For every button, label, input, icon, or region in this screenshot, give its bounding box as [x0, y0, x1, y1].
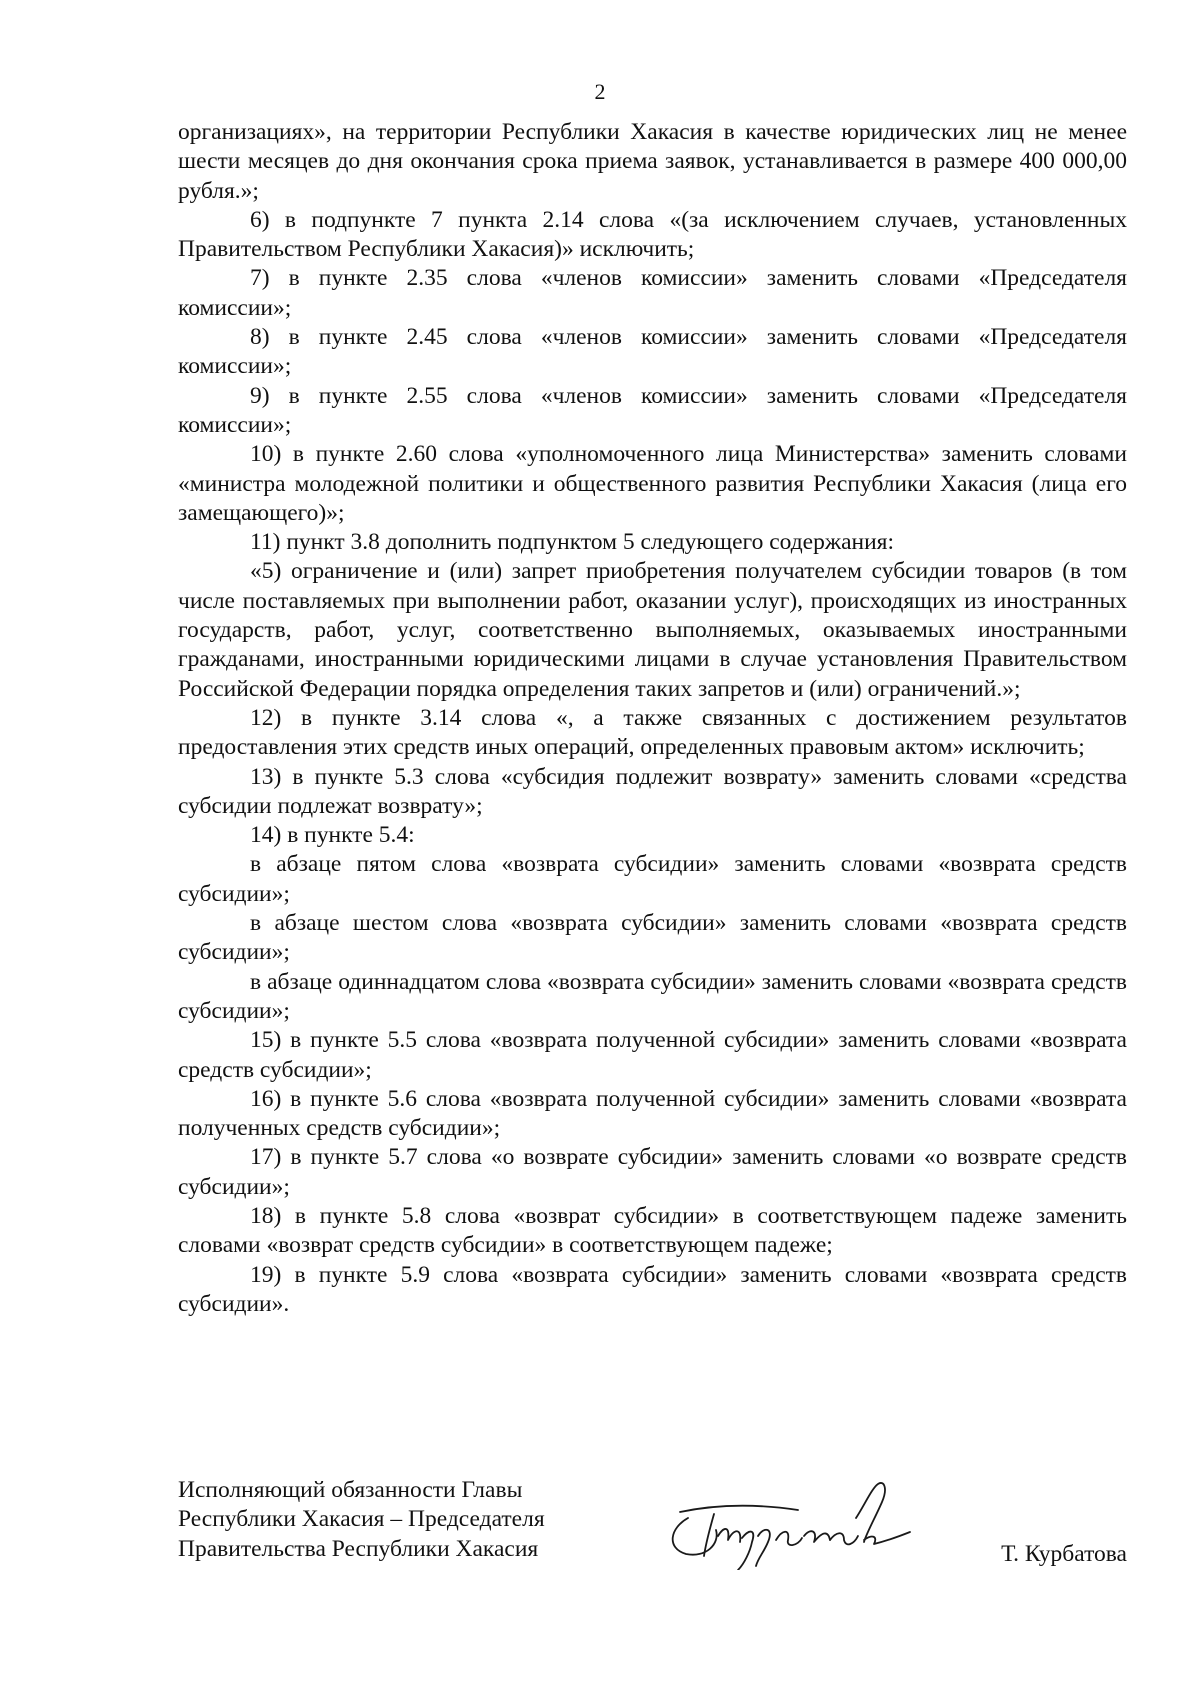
document-body — [178, 118, 1127, 1319]
paragraph: 18) в пункте 5.8 слова «возврат субсидии» в соответствующем падеже заменить словами «возврат средств субсидии» в соответствующем падеже; — [178, 1202, 1127, 1259]
paragraph: в абзаце пятом слова «возврата субсидии» заменить словами «возврата средств субсидии»; — [178, 851, 1127, 907]
paragraph: 7) в пункте 2.35 слова «членов комиссии» заменить словами «Председателя комиссии»; — [178, 265, 1127, 321]
page-number: 2 — [594, 79, 606, 104]
paragraph: 19) в пункте 5.9 слова «возврата субсидии» заменить словами «возврата средств субсидии». — [178, 1261, 1127, 1317]
paragraph: 17) в пункте 5.7 слова «о возврате субсидии» заменить словами «о возврате средств субсидии»; — [178, 1144, 1127, 1200]
paragraph: в абзаце шестом слова «возврата субсидии» заменить словами «возврата средств субсидии»; — [178, 910, 1127, 966]
paragraph: 16) в пункте 5.6 слова «возврата полученной субсидии» заменить словами «возврата полученных средств субсидии»; — [178, 1085, 1127, 1142]
paragraph: 6) в подпункте 7 пункта 2.14 слова «(за исключением случаев, установленных Правительством Республики Хакасия)» исключить; — [178, 206, 1127, 263]
signer-position-line: Республики Хакасия – Председателя — [178, 1506, 545, 1533]
paragraph: 13) в пункте 5.3 слова «субсидия подлежит возврату» заменить словами «средства субсидии подлежат возврату»; — [178, 763, 1127, 819]
paragraph: 8) в пункте 2.45 слова «членов комиссии» заменить словами «Председателя комиссии»; — [178, 324, 1127, 380]
paragraph: 10) в пункте 2.60 слова «уполномоченного лица Министерства» заменить словами «министра молодежной политики и общественного развития Республики Хакасия (лица его замещающего)»; — [178, 441, 1127, 526]
paragraph: 11) пункт 3.8 дополнить подпунктом 5 следующего содержания: — [250, 529, 894, 556]
signer-position-line: Исполняющий обязанности Главы — [178, 1477, 523, 1503]
paragraph: 9) в пункте 2.55 слова «членов комиссии» заменить словами «Председателя комиссии»; — [178, 382, 1127, 438]
signer-position — [178, 1476, 545, 1564]
signature-block — [178, 1476, 1127, 1596]
signer-position-line: Правительства Республики Хакасия — [178, 1535, 539, 1562]
signer-name: Т. Курбатова — [1001, 1541, 1127, 1567]
handwritten-signature — [658, 1478, 958, 1570]
paragraph: «5) ограничение и (или) запрет приобретения получателем субсидии товаров (в том числе поставляемых при выполнении работ, оказании услуг), происходящих из иностранных государств, работ, услуг, соответственно выполняемых, оказываемых иностранными гражданами, иностранными юридическими лицами в случае установления Правительством Российской Федерации порядка определения таких запретов и (или) ограничений.»; — [178, 558, 1127, 702]
paragraph: 12) в пункте 3.14 слова «, а также связанных с достижением результатов предоставления этих средств иных операций, определенных правовым актом» исключить; — [178, 704, 1127, 761]
paragraph: 14) в пункте 5.4: — [250, 822, 415, 849]
paragraph: организациях», на территории Республики Хакасия в качестве юридических лиц не менее шести месяцев до дня окончания срока приема заявок, устанавливается в размере 400 000,00 рубля.»; — [178, 119, 1127, 204]
paragraph: 15) в пункте 5.5 слова «возврата полученной субсидии» заменить словами «возврата средств субсидии»; — [178, 1027, 1127, 1083]
paragraph: в абзаце одиннадцатом слова «возврата субсидии» заменить словами «возврата средств субсидии»; — [178, 968, 1127, 1024]
